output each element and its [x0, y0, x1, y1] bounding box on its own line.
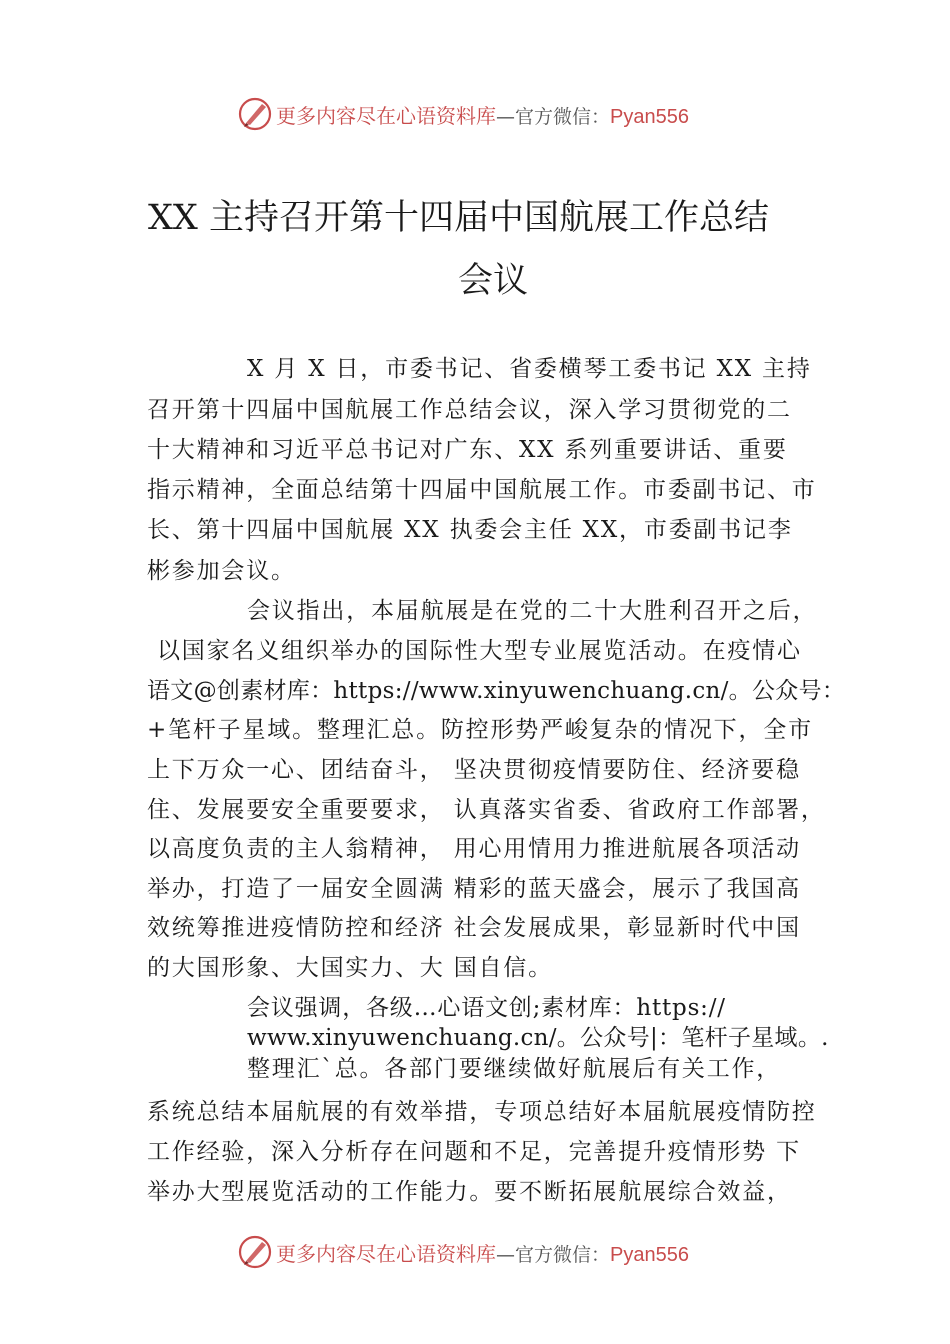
body-line: 召开第十四届中国航展工作总结会议，深入学习贯彻党的二: [147, 397, 792, 423]
banner-dash: —: [496, 106, 515, 128]
body-line: 长、第十四届中国航展 XX 执委会主任 XX，市委副书记李: [147, 517, 793, 543]
banner-wechat-label: 官方微信：: [515, 106, 611, 128]
banner-wechat-label: 官方微信：: [515, 1244, 611, 1266]
header-banner: [0, 96, 950, 136]
body-line: +笔杆子星域。整理汇总。防控形势严峻复杂的情况下，全市: [147, 717, 813, 743]
banner-brand: 更多内容尽在心语资料库: [276, 1242, 496, 1266]
doc-title-line-1: XX 主持召开第十四届中国航展工作总结: [148, 198, 769, 238]
banner-brand: 更多内容尽在心语资料库: [276, 104, 496, 128]
body-line: 以国家名义组织举办的国际性大型专业展览活动。在疫情心: [157, 638, 802, 664]
body-line: 举办，打造了一届安全圆满 精彩的蓝天盛会，展示了我国高: [147, 876, 801, 902]
body-line: 上下万众一心、团结奋斗， 坚决贯彻疫情要防住、经济要稳: [147, 757, 801, 783]
body-line: 指示精神，全面总结第十四届中国航展工作。市委副书记、市: [147, 477, 817, 503]
body-line: 彬参加会议。: [147, 558, 296, 584]
pen-logo-icon: [237, 1234, 273, 1270]
banner-text: [276, 1238, 689, 1267]
body-line: 举办大型展览活动的工作能力。要不断拓展航展综合效益，: [147, 1179, 792, 1205]
banner-dash: —: [496, 1244, 515, 1266]
body-line: 会议指出，本届航展是在党的二十大胜利召开之后，: [247, 598, 818, 624]
body-line: 住、发展要安全重要要求， 认真落实省委、省政府工作部署，: [147, 797, 826, 823]
body-line: www.xinyuwenchuang.cn/。公众号|：笔杆子星域。.: [247, 1025, 829, 1051]
body-line: 效统筹推进疫情防控和经济 社会发展成果，彰显新时代中国: [147, 915, 801, 941]
body-line: 整理汇`总。各部门要继续做好航展后有关工作，: [247, 1056, 782, 1082]
doc-title-line-2: 会议: [458, 261, 529, 301]
body-line: 系统总结本届航展的有效举措，专项总结好本届航展疫情防控: [147, 1099, 817, 1125]
body-line: 的大国形象、大国实力、大 国自信。: [147, 955, 553, 981]
body-line: 工作经验，深入分析存在问题和不足，完善提升疫情形势 下: [147, 1139, 801, 1165]
banner-text: [276, 100, 689, 129]
pen-logo-icon: [237, 96, 273, 132]
body-line: 会议强调，各级…心语文创;素材库：https://: [247, 995, 726, 1021]
body-line: X 月 X 日，市委书记、省委横琴工委书记 XX 主持: [247, 356, 812, 382]
body-line: 语文@创素材库：https://www.xinyuwenchuang.cn/。公众号：: [147, 678, 846, 704]
body-line: 十大精神和习近平总书记对广东、XX 系列重要讲话、重要: [147, 437, 788, 463]
footer-banner: [0, 1234, 950, 1274]
body-line: 以高度负责的主人翁精神， 用心用情用力推进航展各项活动: [147, 836, 801, 862]
banner-wechat-id: Pyan556: [610, 106, 689, 128]
banner-wechat-id: Pyan556: [610, 1244, 689, 1266]
